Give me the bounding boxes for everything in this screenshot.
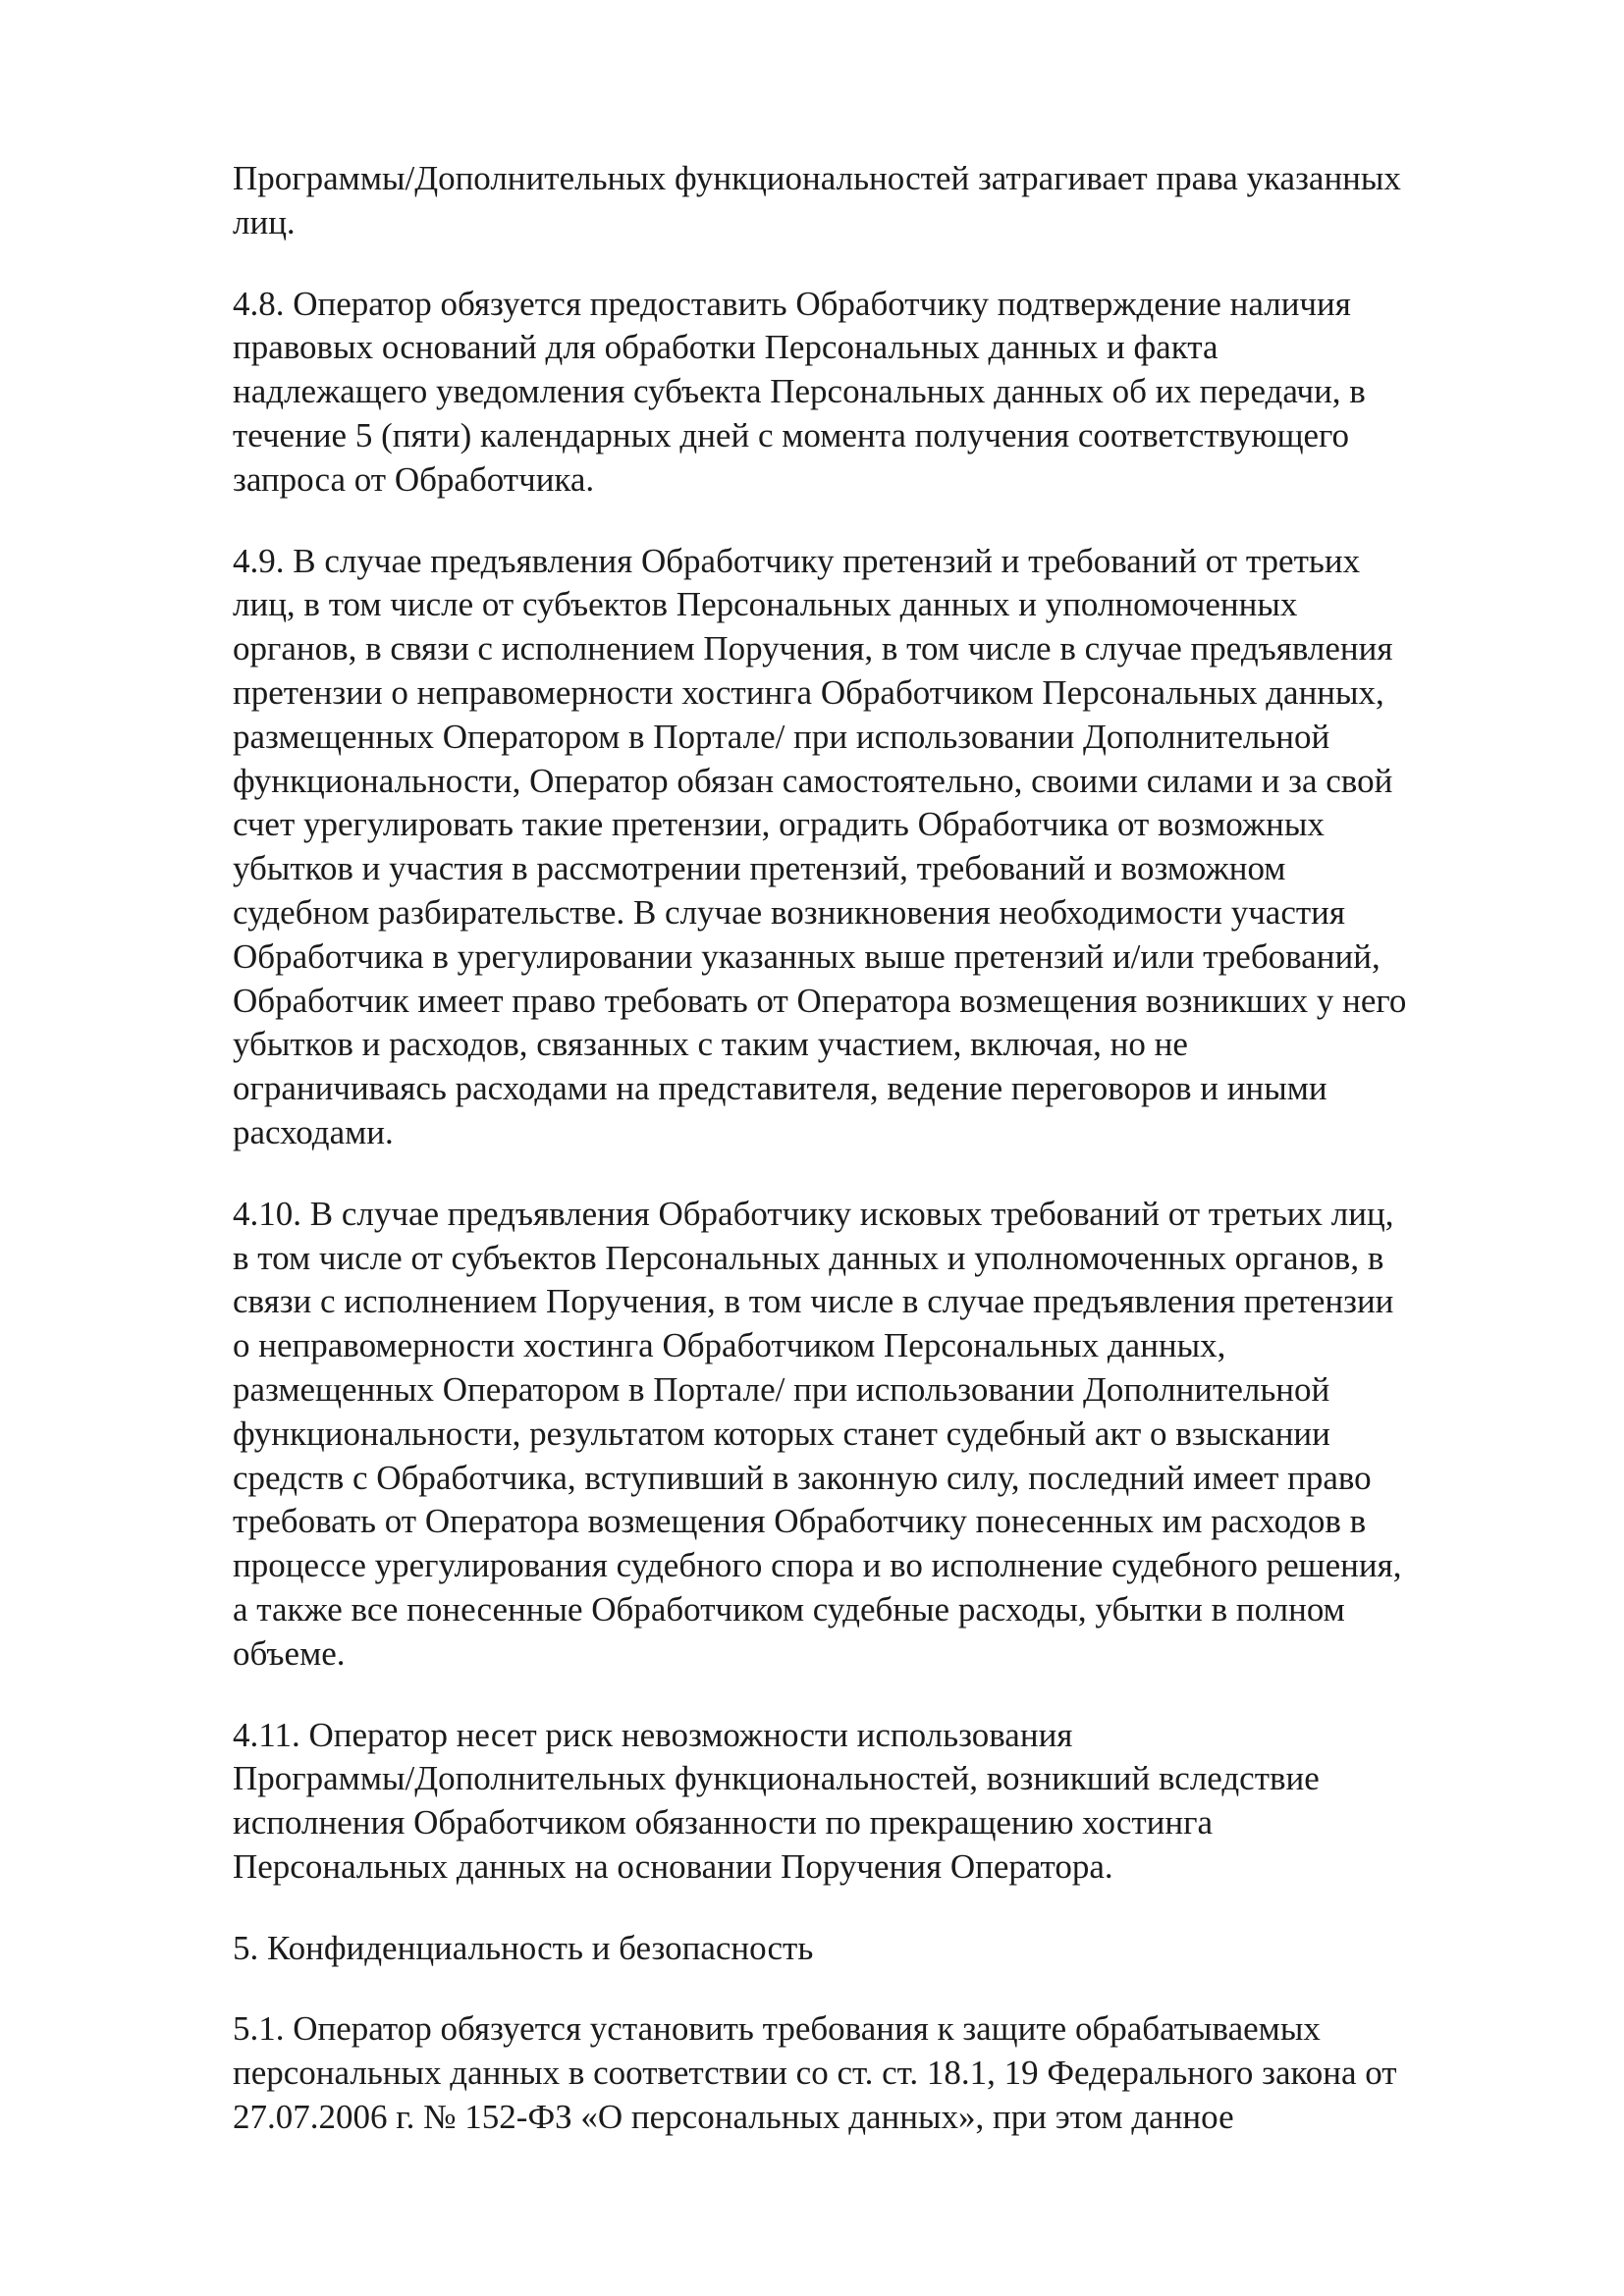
text-line: исполнения Обработчиком обязанности по прекращению хостинга [233,1803,1214,1842]
text-line: размещенных Оператором в Портале/ при использовании Дополнительной [233,1369,1330,1409]
text-line: правовых оснований для обработки Персональных данных и факта [233,328,1218,367]
text-line: требовать от Оператора возмещения Обработчику понесенных им расходов в [233,1502,1367,1541]
text-line: 4.9. В случае предъявления Обработчику претензий и требований от третьих [233,541,1361,580]
paragraph [233,1193,1568,1677]
text-line: 4.11. Оператор несет риск невозможности использования [233,1715,1073,1754]
text-line: убытков и участия в рассмотрении претензий, требований и возможном [233,849,1286,888]
section-heading [233,1927,1568,1971]
text-line: течение 5 (пяти) календарных дней с момента получения соответствующего [233,415,1350,454]
text-line: а также все понесенные Обработчиком судебные расходы, убытки в полном [233,1589,1345,1629]
text-line: процессе урегулирования судебного спора и во исполнение судебного решения, [233,1546,1402,1585]
text-line: Программы/Дополнительных функциональностей, возникший вследствие [233,1759,1320,1798]
paragraph [233,2007,1568,2139]
text-line: ограничиваясь расходами на представителя, ведение переговоров и иными [233,1069,1327,1108]
text-line: судебном разбирательстве. В случае возникновения необходимости участия [233,892,1346,932]
document-page [233,157,1568,2177]
text-line: функциональности, результатом которых станет судебный акт о взыскании [233,1414,1330,1453]
text-line: объеме. [233,1633,346,1673]
text-line: функциональности, Оператор обязан самостоятельно, своими силами и за свой [233,761,1393,800]
text-line: Программы/Дополнительных функциональностей затрагивает права указанных [233,159,1401,197]
text-line: 5.1. Оператор обязуется установить требования к защите обрабатываемых [233,2009,1321,2049]
text-line: Персональных данных на основании Поручения Оператора. [233,1846,1113,1886]
text-line: Обработчик имеет право требовать от Оператора возмещения возникших у него [233,981,1407,1020]
text-line: Обработчика в урегулировании указанных выше претензий и/или требований, [233,936,1380,976]
paragraph [233,283,1568,503]
text-line: о неправомерности хостинга Обработчиком Персональных данных, [233,1326,1226,1365]
paragraph [233,1714,1568,1890]
text-line: связи с исполнением Поручения, в том числе в случае предъявления претензии [233,1282,1394,1321]
text-line: лиц, в том числе от субъектов Персональных данных и уполномоченных [233,585,1298,624]
text-line: лиц. [233,202,296,241]
text-line: запроса от Обработчика. [233,459,595,499]
text-line: убытков и расходов, связанных с таким участием, включая, но не [233,1025,1188,1064]
text-line: в том числе от субъектов Персональных данных и уполномоченных органов, в [233,1238,1384,1277]
text-line: 5. Конфиденциальность и безопасность [233,1928,814,1967]
text-line: 4.8. Оператор обязуется предоставить Обработчику подтверждение наличия [233,284,1351,323]
text-line: персональных данных в соответствии со ст. ст. 18.1, 19 Федерального закона от [233,2054,1397,2093]
text-line: надлежащего уведомления субъекта Персональных данных об их передачи, в [233,372,1366,411]
text-line: 4.10. В случае предъявления Обработчику исковых требований от третьих лиц, [233,1194,1394,1233]
text-line: 27.07.2006 г. № 152-ФЗ «О персональных данных», при этом данное [233,2098,1234,2137]
paragraph [233,540,1568,1155]
text-line: органов, в связи с исполнением Поручения, в том числе в случае предъявления [233,629,1393,668]
text-line: размещенных Оператором в Портале/ при использовании Дополнительной [233,717,1330,756]
text-line: претензии о неправомерности хостинга Обработчиком Персональных данных, [233,672,1384,712]
text-line: расходами. [233,1112,394,1151]
text-line: счет урегулировать такие претензии, оградить Обработчика от возможных [233,805,1325,844]
text-line: средств с Обработчика, вступивший в законную силу, последний имеет право [233,1458,1372,1497]
paragraph [233,157,1568,245]
